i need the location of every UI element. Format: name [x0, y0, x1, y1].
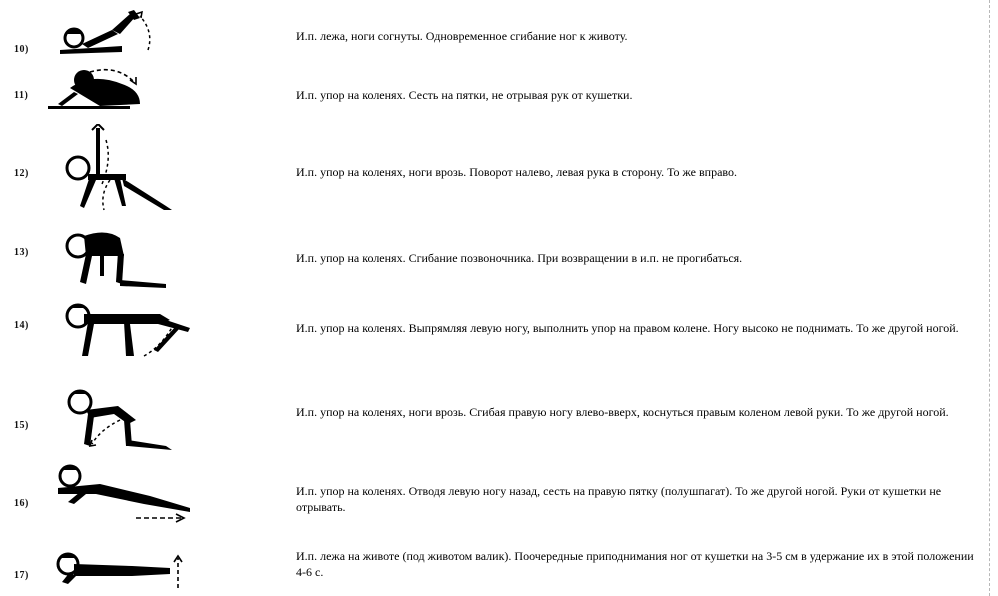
prone-leg-raise-figure — [40, 546, 190, 592]
exercise-description: И.п. упор на коленях, ноги врозь. Сгибая правую ногу влево-вверх, коснуться правым коленом левой руки. То же другой ногой. — [296, 405, 949, 419]
exercise-description: И.п. лежа, ноги согнуты. Одновременное сгибание ног к животу. — [296, 29, 628, 43]
exercise-number: 17) — [14, 570, 29, 581]
kneeling-sit-back-figure — [40, 62, 170, 114]
exercise-description: И.п. упор на коленях, ноги врозь. Поворот налево, левая рука в сторону. То же вправо. — [296, 165, 737, 179]
exercise-description: И.п. упор на коленях. Сгибание позвоночника. При возвращении в и.п. не прогибаться. — [296, 251, 743, 265]
lying-knees-to-chest-figure — [40, 6, 170, 58]
page-edge-rule — [989, 0, 990, 596]
exercise-number: 14) — [14, 320, 29, 331]
kneeling-knee-to-hand-figure — [40, 384, 190, 454]
exercise-number: 11) — [14, 90, 29, 101]
exercise-description: И.п. лежа на животе (под животом валик). Поочередные приподнимания ног от кушетки на 3-5 см в удержание их в этой положении 4-6 с. — [296, 549, 974, 579]
exercise-description: И.п. упор на коленях. Выпрямляя левую ногу, выполнить упор на правом колене. Ногу высоко не поднимать. То же другой ногой. — [296, 321, 959, 335]
exercise-description: И.п. упор на коленях. Сесть на пятки, не отрывая рук от кушетки. — [296, 88, 633, 102]
exercise-description: И.п. упор на коленях. Отводя левую ногу назад, сесть на правую пятку (полушпагат). То же другой ногой. Руки от кушетки не отрывать. — [296, 484, 942, 514]
kneeling-spine-arch-figure — [40, 226, 180, 288]
kneeling-leg-extension-figure — [40, 294, 200, 364]
half-split-figure — [40, 462, 200, 526]
exercise-number: 15) — [14, 420, 29, 431]
exercise-number: 16) — [14, 498, 29, 509]
kneeling-twist-arm-up-figure — [40, 124, 180, 214]
exercise-number: 10) — [14, 44, 29, 55]
exercise-number: 13) — [14, 247, 29, 258]
exercise-number: 12) — [14, 168, 29, 179]
